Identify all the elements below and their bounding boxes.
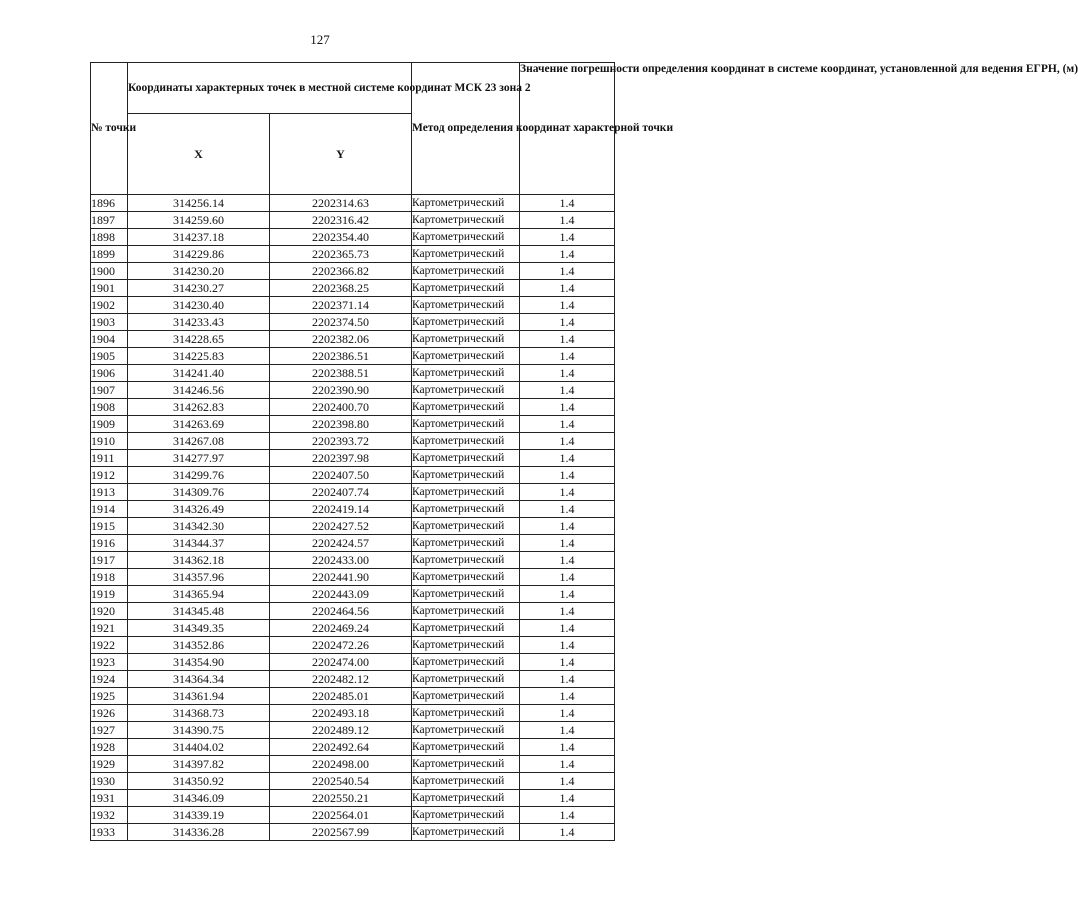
cell-error: 1.4 bbox=[520, 671, 615, 688]
cell-y: 2202464.56 bbox=[270, 603, 412, 620]
cell-error: 1.4 bbox=[520, 297, 615, 314]
cell-error: 1.4 bbox=[520, 246, 615, 263]
header-method: Метод определения координат характерной точки bbox=[412, 63, 520, 195]
cell-method: Картометрический bbox=[412, 637, 520, 654]
cell-method: Картометрический bbox=[412, 484, 520, 501]
cell-x: 314259.60 bbox=[128, 212, 270, 229]
cell-method: Картометрический bbox=[412, 722, 520, 739]
table-row bbox=[91, 688, 615, 705]
cell-x: 314230.27 bbox=[128, 280, 270, 297]
cell-point-number: 1903 bbox=[91, 314, 128, 331]
cell-method: Картометрический bbox=[412, 331, 520, 348]
cell-x: 314352.86 bbox=[128, 637, 270, 654]
cell-method: Картометрический bbox=[412, 535, 520, 552]
table-row bbox=[91, 569, 615, 586]
cell-y: 2202390.90 bbox=[270, 382, 412, 399]
cell-method: Картометрический bbox=[412, 824, 520, 841]
cell-x: 314277.97 bbox=[128, 450, 270, 467]
cell-y: 2202419.14 bbox=[270, 501, 412, 518]
cell-x: 314309.76 bbox=[128, 484, 270, 501]
cell-error: 1.4 bbox=[520, 263, 615, 280]
cell-point-number: 1922 bbox=[91, 637, 128, 654]
cell-x: 314246.56 bbox=[128, 382, 270, 399]
cell-x: 314336.28 bbox=[128, 824, 270, 841]
cell-method: Картометрический bbox=[412, 807, 520, 824]
cell-y: 2202371.14 bbox=[270, 297, 412, 314]
cell-method: Картометрический bbox=[412, 518, 520, 535]
cell-x: 314326.49 bbox=[128, 501, 270, 518]
cell-method: Картометрический bbox=[412, 620, 520, 637]
cell-error: 1.4 bbox=[520, 280, 615, 297]
cell-y: 2202567.99 bbox=[270, 824, 412, 841]
cell-y: 2202382.06 bbox=[270, 331, 412, 348]
cell-x: 314237.18 bbox=[128, 229, 270, 246]
table-row bbox=[91, 195, 615, 212]
table-row bbox=[91, 246, 615, 263]
cell-x: 314368.73 bbox=[128, 705, 270, 722]
cell-error: 1.4 bbox=[520, 773, 615, 790]
cell-x: 314362.18 bbox=[128, 552, 270, 569]
table-row bbox=[91, 518, 615, 535]
cell-point-number: 1931 bbox=[91, 790, 128, 807]
table-row bbox=[91, 671, 615, 688]
table-row bbox=[91, 263, 615, 280]
cell-error: 1.4 bbox=[520, 603, 615, 620]
cell-y: 2202366.82 bbox=[270, 263, 412, 280]
cell-point-number: 1902 bbox=[91, 297, 128, 314]
cell-method: Картометрический bbox=[412, 212, 520, 229]
cell-error: 1.4 bbox=[520, 365, 615, 382]
cell-y: 2202540.54 bbox=[270, 773, 412, 790]
cell-error: 1.4 bbox=[520, 739, 615, 756]
table-row bbox=[91, 654, 615, 671]
cell-method: Картометрический bbox=[412, 382, 520, 399]
cell-y: 2202400.70 bbox=[270, 399, 412, 416]
cell-point-number: 1925 bbox=[91, 688, 128, 705]
table-row bbox=[91, 790, 615, 807]
cell-method: Картометрический bbox=[412, 586, 520, 603]
table-row bbox=[91, 382, 615, 399]
cell-method: Картометрический bbox=[412, 603, 520, 620]
cell-y: 2202564.01 bbox=[270, 807, 412, 824]
cell-x: 314342.30 bbox=[128, 518, 270, 535]
cell-method: Картометрический bbox=[412, 399, 520, 416]
cell-point-number: 1896 bbox=[91, 195, 128, 212]
cell-error: 1.4 bbox=[520, 331, 615, 348]
cell-y: 2202314.63 bbox=[270, 195, 412, 212]
cell-x: 314349.35 bbox=[128, 620, 270, 637]
cell-point-number: 1921 bbox=[91, 620, 128, 637]
cell-error: 1.4 bbox=[520, 620, 615, 637]
cell-x: 314230.20 bbox=[128, 263, 270, 280]
cell-point-number: 1933 bbox=[91, 824, 128, 841]
table-row bbox=[91, 331, 615, 348]
table-row bbox=[91, 824, 615, 841]
cell-method: Картометрический bbox=[412, 705, 520, 722]
cell-y: 2202469.24 bbox=[270, 620, 412, 637]
cell-point-number: 1927 bbox=[91, 722, 128, 739]
cell-method: Картометрический bbox=[412, 433, 520, 450]
cell-error: 1.4 bbox=[520, 433, 615, 450]
cell-point-number: 1929 bbox=[91, 756, 128, 773]
cell-point-number: 1901 bbox=[91, 280, 128, 297]
cell-error: 1.4 bbox=[520, 688, 615, 705]
cell-x: 314361.94 bbox=[128, 688, 270, 705]
header-point-number: № точки bbox=[91, 63, 128, 195]
header-y: Y bbox=[270, 114, 412, 195]
cell-point-number: 1930 bbox=[91, 773, 128, 790]
cell-y: 2202443.09 bbox=[270, 586, 412, 603]
cell-point-number: 1899 bbox=[91, 246, 128, 263]
cell-error: 1.4 bbox=[520, 705, 615, 722]
table-row bbox=[91, 212, 615, 229]
cell-point-number: 1911 bbox=[91, 450, 128, 467]
cell-method: Картометрический bbox=[412, 348, 520, 365]
cell-x: 314364.34 bbox=[128, 671, 270, 688]
cell-point-number: 1912 bbox=[91, 467, 128, 484]
cell-method: Картометрический bbox=[412, 314, 520, 331]
table-row bbox=[91, 399, 615, 416]
cell-x: 314225.83 bbox=[128, 348, 270, 365]
table-row bbox=[91, 807, 615, 824]
cell-method: Картометрический bbox=[412, 654, 520, 671]
cell-point-number: 1906 bbox=[91, 365, 128, 382]
cell-method: Картометрический bbox=[412, 739, 520, 756]
cell-error: 1.4 bbox=[520, 382, 615, 399]
table-row bbox=[91, 552, 615, 569]
cell-point-number: 1923 bbox=[91, 654, 128, 671]
table-row bbox=[91, 586, 615, 603]
table-row bbox=[91, 773, 615, 790]
cell-x: 314397.82 bbox=[128, 756, 270, 773]
cell-method: Картометрический bbox=[412, 450, 520, 467]
cell-y: 2202368.25 bbox=[270, 280, 412, 297]
table-row bbox=[91, 603, 615, 620]
cell-method: Картометрический bbox=[412, 467, 520, 484]
cell-error: 1.4 bbox=[520, 535, 615, 552]
table-row bbox=[91, 705, 615, 722]
cell-error: 1.4 bbox=[520, 501, 615, 518]
cell-x: 314299.76 bbox=[128, 467, 270, 484]
header-coordinates: Координаты характерных точек в местной системе координат МСК 23 зона 2 bbox=[128, 63, 412, 114]
cell-point-number: 1907 bbox=[91, 382, 128, 399]
cell-method: Картометрический bbox=[412, 416, 520, 433]
cell-method: Картометрический bbox=[412, 365, 520, 382]
cell-method: Картометрический bbox=[412, 297, 520, 314]
cell-x: 314346.09 bbox=[128, 790, 270, 807]
cell-y: 2202427.52 bbox=[270, 518, 412, 535]
table-row bbox=[91, 467, 615, 484]
cell-x: 314267.08 bbox=[128, 433, 270, 450]
cell-error: 1.4 bbox=[520, 450, 615, 467]
cell-y: 2202482.12 bbox=[270, 671, 412, 688]
cell-error: 1.4 bbox=[520, 637, 615, 654]
cell-error: 1.4 bbox=[520, 569, 615, 586]
table-row bbox=[91, 620, 615, 637]
cell-point-number: 1920 bbox=[91, 603, 128, 620]
page-number: 127 bbox=[310, 32, 330, 47]
cell-method: Картометрический bbox=[412, 246, 520, 263]
cell-x: 314228.65 bbox=[128, 331, 270, 348]
cell-y: 2202388.51 bbox=[270, 365, 412, 382]
table-row bbox=[91, 314, 615, 331]
cell-error: 1.4 bbox=[520, 212, 615, 229]
cell-point-number: 1910 bbox=[91, 433, 128, 450]
cell-x: 314262.83 bbox=[128, 399, 270, 416]
cell-error: 1.4 bbox=[520, 654, 615, 671]
cell-y: 2202365.73 bbox=[270, 246, 412, 263]
cell-x: 314354.90 bbox=[128, 654, 270, 671]
cell-y: 2202489.12 bbox=[270, 722, 412, 739]
cell-x: 314350.92 bbox=[128, 773, 270, 790]
cell-x: 314345.48 bbox=[128, 603, 270, 620]
table-row bbox=[91, 739, 615, 756]
cell-error: 1.4 bbox=[520, 314, 615, 331]
cell-error: 1.4 bbox=[520, 552, 615, 569]
cell-x: 314404.02 bbox=[128, 739, 270, 756]
cell-point-number: 1908 bbox=[91, 399, 128, 416]
table-row bbox=[91, 229, 615, 246]
table-body bbox=[91, 195, 615, 841]
cell-error: 1.4 bbox=[520, 824, 615, 841]
cell-point-number: 1898 bbox=[91, 229, 128, 246]
cell-y: 2202354.40 bbox=[270, 229, 412, 246]
cell-point-number: 1914 bbox=[91, 501, 128, 518]
table-row bbox=[91, 365, 615, 382]
table-row bbox=[91, 433, 615, 450]
cell-method: Картометрический bbox=[412, 501, 520, 518]
cell-y: 2202550.21 bbox=[270, 790, 412, 807]
cell-y: 2202424.57 bbox=[270, 535, 412, 552]
table-row bbox=[91, 501, 615, 518]
cell-x: 314390.75 bbox=[128, 722, 270, 739]
cell-error: 1.4 bbox=[520, 722, 615, 739]
table-header bbox=[91, 63, 1078, 195]
table-row bbox=[91, 756, 615, 773]
cell-method: Картометрический bbox=[412, 552, 520, 569]
cell-x: 314357.96 bbox=[128, 569, 270, 586]
cell-y: 2202493.18 bbox=[270, 705, 412, 722]
cell-point-number: 1932 bbox=[91, 807, 128, 824]
cell-point-number: 1909 bbox=[91, 416, 128, 433]
cell-x: 314230.40 bbox=[128, 297, 270, 314]
table-row bbox=[91, 484, 615, 501]
cell-method: Картометрический bbox=[412, 263, 520, 280]
cell-y: 2202316.42 bbox=[270, 212, 412, 229]
cell-x: 314344.37 bbox=[128, 535, 270, 552]
cell-y: 2202407.50 bbox=[270, 467, 412, 484]
cell-y: 2202393.72 bbox=[270, 433, 412, 450]
cell-point-number: 1926 bbox=[91, 705, 128, 722]
header-x: X bbox=[128, 114, 270, 195]
cell-y: 2202386.51 bbox=[270, 348, 412, 365]
cell-method: Картометрический bbox=[412, 195, 520, 212]
cell-point-number: 1919 bbox=[91, 586, 128, 603]
cell-point-number: 1928 bbox=[91, 739, 128, 756]
cell-method: Картометрический bbox=[412, 756, 520, 773]
table-row bbox=[91, 297, 615, 314]
cell-error: 1.4 bbox=[520, 467, 615, 484]
cell-point-number: 1900 bbox=[91, 263, 128, 280]
cell-error: 1.4 bbox=[520, 195, 615, 212]
cell-error: 1.4 bbox=[520, 399, 615, 416]
cell-x: 314256.14 bbox=[128, 195, 270, 212]
cell-x: 314339.19 bbox=[128, 807, 270, 824]
header-error: Значение погрешности определения координат в системе координат, установленной для ведения ЕГРН, (м) bbox=[520, 63, 615, 195]
cell-method: Картометрический bbox=[412, 280, 520, 297]
cell-point-number: 1913 bbox=[91, 484, 128, 501]
cell-error: 1.4 bbox=[520, 518, 615, 535]
cell-point-number: 1904 bbox=[91, 331, 128, 348]
cell-error: 1.4 bbox=[520, 807, 615, 824]
cell-point-number: 1915 bbox=[91, 518, 128, 535]
cell-point-number: 1924 bbox=[91, 671, 128, 688]
cell-y: 2202398.80 bbox=[270, 416, 412, 433]
table-row bbox=[91, 637, 615, 654]
cell-error: 1.4 bbox=[520, 586, 615, 603]
cell-error: 1.4 bbox=[520, 348, 615, 365]
table-row bbox=[91, 535, 615, 552]
cell-y: 2202441.90 bbox=[270, 569, 412, 586]
table-row bbox=[91, 722, 615, 739]
table-row bbox=[91, 416, 615, 433]
cell-y: 2202433.00 bbox=[270, 552, 412, 569]
cell-x: 314263.69 bbox=[128, 416, 270, 433]
cell-point-number: 1897 bbox=[91, 212, 128, 229]
coordinates-table bbox=[90, 62, 1078, 841]
cell-method: Картометрический bbox=[412, 790, 520, 807]
cell-x: 314233.43 bbox=[128, 314, 270, 331]
cell-point-number: 1916 bbox=[91, 535, 128, 552]
cell-y: 2202492.64 bbox=[270, 739, 412, 756]
cell-x: 314365.94 bbox=[128, 586, 270, 603]
cell-x: 314241.40 bbox=[128, 365, 270, 382]
table-row bbox=[91, 280, 615, 297]
cell-y: 2202474.00 bbox=[270, 654, 412, 671]
cell-method: Картометрический bbox=[412, 773, 520, 790]
cell-x: 314229.86 bbox=[128, 246, 270, 263]
cell-error: 1.4 bbox=[520, 484, 615, 501]
cell-y: 2202485.01 bbox=[270, 688, 412, 705]
table-row bbox=[91, 348, 615, 365]
cell-y: 2202374.50 bbox=[270, 314, 412, 331]
cell-point-number: 1917 bbox=[91, 552, 128, 569]
cell-y: 2202407.74 bbox=[270, 484, 412, 501]
cell-point-number: 1918 bbox=[91, 569, 128, 586]
cell-error: 1.4 bbox=[520, 416, 615, 433]
cell-y: 2202498.00 bbox=[270, 756, 412, 773]
cell-error: 1.4 bbox=[520, 756, 615, 773]
table-row bbox=[91, 450, 615, 467]
cell-method: Картометрический bbox=[412, 688, 520, 705]
cell-method: Картометрический bbox=[412, 569, 520, 586]
cell-method: Картометрический bbox=[412, 229, 520, 246]
cell-point-number: 1905 bbox=[91, 348, 128, 365]
cell-y: 2202472.26 bbox=[270, 637, 412, 654]
cell-y: 2202397.98 bbox=[270, 450, 412, 467]
cell-error: 1.4 bbox=[520, 790, 615, 807]
cell-error: 1.4 bbox=[520, 229, 615, 246]
cell-method: Картометрический bbox=[412, 671, 520, 688]
